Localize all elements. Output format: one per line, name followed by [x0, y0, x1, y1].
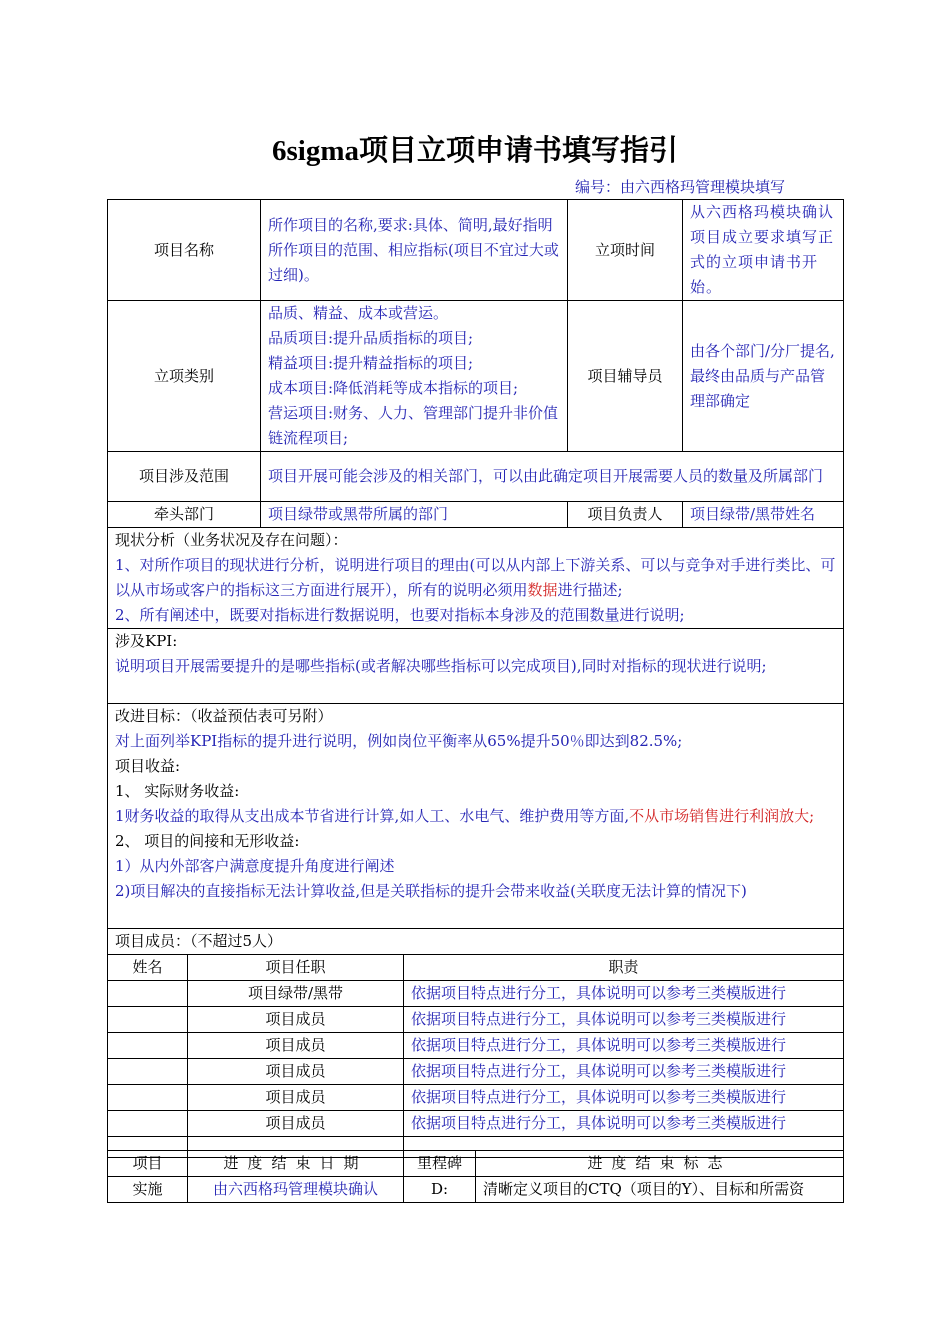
- member-role: 项目成员: [188, 1033, 404, 1059]
- goal-cell: [108, 704, 844, 929]
- coach-desc: 由各个部门/分厂提名,最终由品质与产品管理部确定: [683, 301, 844, 452]
- dept-desc: 项目绿带或黑带所属的部门: [261, 502, 568, 528]
- schedule-header-row: [108, 1151, 844, 1177]
- category-line: 成本项目:降低消耗等成本指标的项目;: [268, 379, 519, 397]
- schedule-header-mark: 进度结束标志: [476, 1151, 844, 1177]
- member-role: 项目成员: [188, 1007, 404, 1033]
- schedule-milestone: D:: [404, 1177, 476, 1203]
- owner-desc: 项目绿带/黑带姓名: [683, 502, 844, 528]
- goal-desc: 对上面列举KPI指标的提升进行说明，例如岗位平衡率从65%提升50％即达到82.5%;: [115, 732, 683, 750]
- status-cell: [108, 528, 844, 629]
- member-duty: 依据项目特点进行分工，具体说明可以参考三类模版进行: [404, 1007, 844, 1033]
- scope-desc: 项目开展可能会涉及的相关部门，可以由此确定项目开展需要人员的数量及所属部门: [261, 452, 844, 502]
- member-name: [108, 1085, 188, 1111]
- category-desc: [261, 301, 568, 452]
- row-members-heading: [108, 929, 844, 955]
- member-name: [108, 1111, 188, 1137]
- member-name: [108, 1033, 188, 1059]
- member-name: [108, 981, 188, 1007]
- members-heading: 项目成员：（不超过5人）: [108, 929, 844, 955]
- project-name-desc: 所作项目的名称,要求:具体、简明,最好指明所作项目的范围、相应指标(项目不宜过大或过细)。: [261, 200, 568, 301]
- row-project-name: [108, 200, 844, 301]
- table-row: [108, 1177, 844, 1203]
- row-category: [108, 301, 844, 452]
- category-line: 营运项目:财务、人力、管理部门提升非价值链流程项目;: [268, 404, 559, 447]
- project-time-label: 立项时间: [568, 200, 683, 301]
- members-header-row: [108, 955, 844, 981]
- table-row: [108, 1059, 844, 1085]
- goal-heading: 改进目标：（收益预估表可另附）: [115, 707, 333, 725]
- table-row: [108, 981, 844, 1007]
- members-header-name: 姓名: [108, 955, 188, 981]
- member-duty: 依据项目特点进行分工，具体说明可以参考三类模版进行: [404, 1033, 844, 1059]
- members-table: [107, 954, 844, 1158]
- members-header-role: 项目任职: [188, 955, 404, 981]
- row-status: [108, 528, 844, 629]
- row-goal: [108, 704, 844, 929]
- indirect-heading: 2、 项目的间接和无形收益:: [115, 832, 300, 850]
- member-role: 项目成员: [188, 1059, 404, 1085]
- project-name-label: 项目名称: [108, 200, 261, 301]
- schedule-label-2: 实施: [108, 1177, 188, 1203]
- financial-desc-text: 1财务收益的取得从支出成本节省进行计算,如人工、水电气、维护费用等方面,: [115, 807, 630, 825]
- table-row: [108, 1085, 844, 1111]
- kpi-desc: 说明项目开展需要提升的是哪些指标(或者解决哪些指标可以完成项目),同时对指标的现状进行说明;: [115, 657, 767, 675]
- member-duty: 依据项目特点进行分工，具体说明可以参考三类模版进行: [404, 1111, 844, 1137]
- members-header-duty: 职责: [404, 955, 844, 981]
- coach-label: 项目辅导员: [568, 301, 683, 452]
- indirect-line-1: 1）从内外部客户满意度提升角度进行阐述: [115, 857, 395, 875]
- dept-label: 牵头部门: [108, 502, 261, 528]
- project-time-desc: 从六西格玛模块确认项目成立要求填写正式的立项申请书开始。: [683, 200, 844, 301]
- financial-desc-warning: 不从市场销售进行利润放大;: [629, 807, 815, 825]
- table-row: [108, 1111, 844, 1137]
- indirect-line-2: 2)项目解决的直接指标无法计算收益,但是关联指标的提升会带来收益(关联度无法计算的情况下): [115, 882, 747, 900]
- schedule-table: [107, 1150, 844, 1203]
- status-line-2: 2、所有阐述中，既要对指标进行数据说明，也要对指标本身涉及的范围数量进行说明;: [115, 606, 685, 624]
- status-line-1-text: 1、对所作项目的现状进行分析，说明进行项目的理由(可以从内部上下游关系、可以与竞争对手进行类比、可以从市场或客户的指标这三方面进行展开），所有的说明必须用: [115, 556, 836, 599]
- owner-label: 项目负责人: [568, 502, 683, 528]
- status-line-1-data: 数据: [527, 581, 558, 599]
- status-line-1-end: 进行描述;: [557, 581, 623, 599]
- member-role: 项目绿带/黑带: [188, 981, 404, 1007]
- application-table: [107, 199, 844, 955]
- document-code: 编号：由六西格玛管理模块填写: [575, 178, 786, 196]
- member-role: 项目成员: [188, 1085, 404, 1111]
- member-role: 项目成员: [188, 1111, 404, 1137]
- financial-desc: [115, 804, 836, 829]
- schedule-mark: 清晰定义项目的CTQ（项目的Y）、目标和所需资: [476, 1177, 844, 1203]
- row-dept: [108, 502, 844, 528]
- schedule-header-date: 进度结束日期: [188, 1151, 404, 1177]
- category-label: 立项类别: [108, 301, 261, 452]
- category-line: 品质、精益、成本或营运。: [268, 304, 449, 322]
- table-row: [108, 1007, 844, 1033]
- row-kpi: [108, 629, 844, 704]
- member-duty: 依据项目特点进行分工，具体说明可以参考三类模版进行: [404, 981, 844, 1007]
- row-scope: [108, 452, 844, 502]
- schedule-header-milestone: 里程碑: [404, 1151, 476, 1177]
- scope-label: 项目涉及范围: [108, 452, 261, 502]
- member-name: [108, 1007, 188, 1033]
- member-duty: 依据项目特点进行分工，具体说明可以参考三类模版进行: [404, 1085, 844, 1111]
- document-title: 6sigma项目立项申请书填写指引: [271, 135, 678, 167]
- financial-heading: 1、 实际财务收益:: [115, 782, 240, 800]
- table-row: [108, 1033, 844, 1059]
- member-duty: 依据项目特点进行分工，具体说明可以参考三类模版进行: [404, 1059, 844, 1085]
- member-name: [108, 1059, 188, 1085]
- status-line-1: [115, 553, 836, 603]
- category-line: 精益项目:提升精益指标的项目;: [268, 354, 474, 372]
- status-heading: 现状分析（业务状况及存在问题）：: [115, 531, 348, 549]
- kpi-cell: [108, 629, 844, 704]
- category-line: 品质项目:提升品质指标的项目;: [268, 329, 474, 347]
- schedule-date: 由六西格玛管理模块确认: [188, 1177, 404, 1203]
- benefit-heading: 项目收益:: [115, 757, 181, 775]
- schedule-label-1: 项目: [108, 1151, 188, 1177]
- kpi-heading: 涉及KPI:: [115, 632, 178, 650]
